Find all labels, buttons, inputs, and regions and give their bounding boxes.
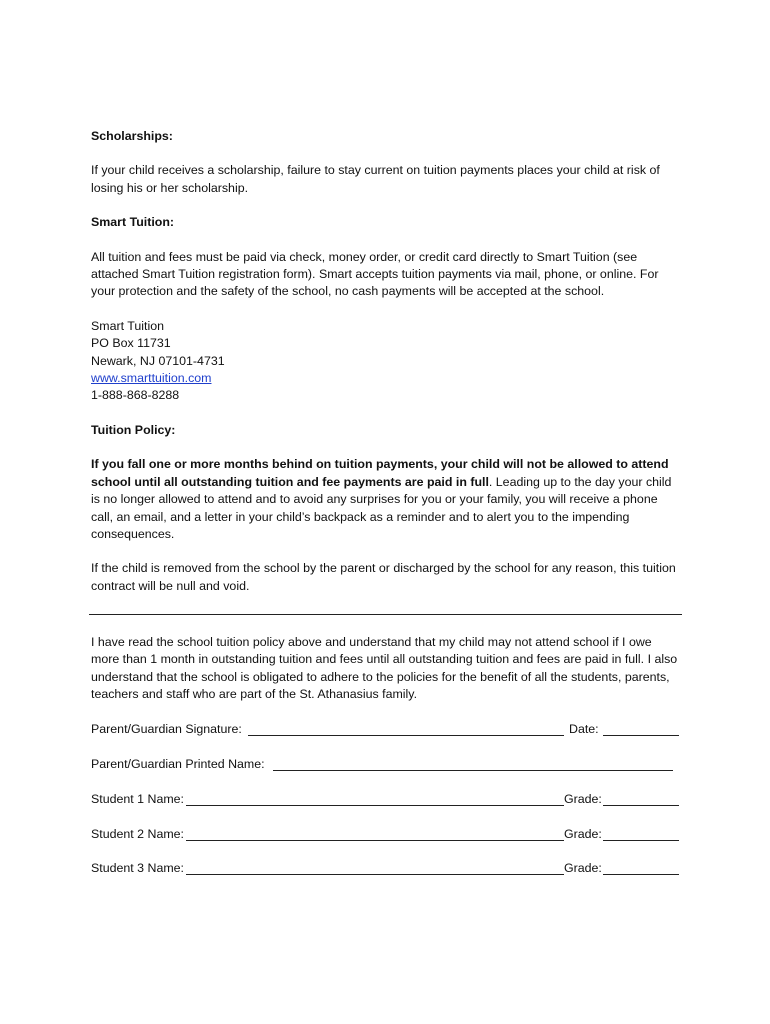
parent-signature-row — [91, 721, 680, 739]
tuition-policy-rest-text: . Leading up to the day your child is no longer allowed to attend and to avoid any surprises for you or your family, you will receive a phone call, an email, and a letter in your child’s backpack as a reminder and to alert you to the impending consequences. — [91, 474, 672, 541]
smart-tuition-address — [91, 318, 683, 405]
scholarships-heading: Scholarships: — [91, 129, 173, 143]
parent-signature-field[interactable] — [248, 735, 564, 736]
student3-row — [91, 860, 680, 878]
student3-grade-label: Grade: — [564, 861, 602, 875]
student1-grade-label: Grade: — [564, 792, 602, 806]
student2-name-field[interactable] — [186, 840, 564, 841]
tuition-policy-body — [91, 456, 683, 543]
student2-grade-field[interactable] — [603, 840, 679, 841]
student3-name-field[interactable] — [186, 874, 564, 875]
address-city: Newark, NJ 07101-4731 — [91, 353, 225, 368]
smart-tuition-heading: Smart Tuition: — [91, 215, 175, 230]
address-name: Smart Tuition — [91, 318, 164, 333]
student1-row — [91, 791, 680, 809]
tuition-policy-heading: Tuition Policy: — [91, 422, 176, 437]
parent-signature-label: Parent/Guardian Signature: — [91, 722, 242, 736]
date-field[interactable] — [603, 735, 679, 736]
parent-printed-name-label: Parent/Guardian Printed Name: — [91, 757, 265, 771]
parent-printed-name-field[interactable] — [273, 770, 673, 771]
student2-label: Student 2 Name: — [91, 827, 184, 841]
scholarships-body: If your child receives a scholarship, failure to stay current on tuition payments places your child at risk of losing his or her scholarship. — [91, 163, 660, 195]
address-phone: 1-888-868-8288 — [91, 388, 180, 403]
student3-grade-field[interactable] — [603, 874, 679, 875]
section-divider — [89, 614, 682, 615]
policy-section — [91, 128, 683, 595]
removal-text: If the child is removed from the school by the parent or discharged by the school for any reason, this tuition contract will be null and void. — [91, 561, 676, 593]
smart-tuition-body: All tuition and fees must be paid via check, money order, or credit card directly to Smart Tuition (see attached Smart Tuition registration form). Smart accepts tuition payments via mail, phone, or online. For your protection and the safety of the school, no cash payments will be accepted at the school. — [91, 249, 659, 299]
student1-grade-field[interactable] — [603, 805, 679, 806]
student2-row — [91, 826, 680, 844]
student1-label: Student 1 Name: — [91, 792, 184, 806]
student1-name-field[interactable] — [186, 805, 564, 806]
website-link[interactable]: www.smarttuition.com — [91, 371, 212, 386]
student3-label: Student 3 Name: — [91, 861, 184, 875]
acknowledgement-text: I have read the school tuition policy above and understand that my child may not attend school if I owe more than 1 month in outstanding tuition and fees until all outstanding tuition and fees are paid in full. I also understand that the school is obligated to adhere to the policies for the benefit of all the students, parents, teachers and staff who are part of the St. Athanasius family. — [91, 635, 678, 702]
date-label: Date: — [569, 722, 599, 736]
address-po-box: PO Box 11731 — [91, 336, 171, 351]
parent-printed-name-row — [91, 756, 680, 774]
student2-grade-label: Grade: — [564, 827, 602, 841]
tuition-policy-bold-text: If you fall one or more months behind on tuition payments, your child will not be allowed to attend school until all outstanding tuition and fee payments are paid in full — [91, 457, 669, 489]
